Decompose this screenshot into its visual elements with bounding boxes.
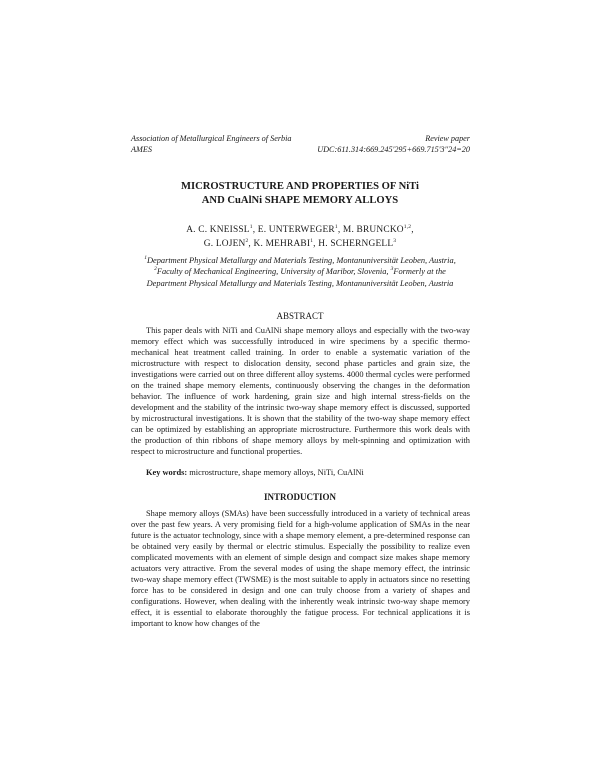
introduction-heading: INTRODUCTION xyxy=(263,492,336,502)
keywords xyxy=(146,467,364,478)
author-affil-mark: 1,2 xyxy=(403,223,412,230)
author-affil-mark: 3 xyxy=(393,237,397,244)
paper-title xyxy=(0,180,600,208)
journal-abbrev: AMES xyxy=(131,145,152,154)
author-name: M. BRUNCKO xyxy=(342,225,404,235)
affil-mark: 1 xyxy=(144,255,147,262)
affiliations xyxy=(140,255,460,289)
author-line-2: G. LOJEN$^2$, K. MEHRABI$^1$, H. SCHERNGELL$^3$ xyxy=(203,237,397,249)
author-affil-mark: 2 xyxy=(245,237,249,244)
keywords-label: Key words: xyxy=(146,468,188,477)
affil-mark: 2 xyxy=(154,266,157,273)
journal-header xyxy=(131,133,291,155)
abstract-paragraph: This paper deals with NiTi and CuAlNi shape memory alloys and especially with the two-way memory effect which was successfully introduced in wire specimens by a specific thermo-mechanical heat treatment called training. In order to enable a systematic variation of the microstructure with respect to dislocation density, second phase particles and grain size, the investigations were carried out on three different alloy systems. 4000 thermal cycles were performed on the trained shape memory elements, continuously observing the changes in the deformation behavior. The influence of work hardening, grain size and high internal stress-fields on the development and the stability of the intrinsic two-way shape memory effect is discussed, supported by microstructural investigations. It is shown that the stability of the two-way shape memory effect can be optimized by establishing an appropriate microstructure. Furthermore this work deals with the production of thin ribbons of shape memory alloys by melt-spinning and optimization with respect to microstructure and functional properties. xyxy=(131,326,470,456)
abstract-heading: ABSTRACT xyxy=(276,311,324,321)
paper-type-header xyxy=(317,133,470,155)
introduction-paragraph: Shape memory alloys (SMAs) have been successfully introduced in a variety of technical areas over the past few years. A very promising field for a high-volume application of SMAs in the near future is the actuator technology, since with a shape memory element, a pre-determined response can be obtained very easily by thermal or electric stimulus. Especially the possibility to realize even complicated movements with an element of simple design and compact size makes shape memory actuators very attractive. From the several modes of using the shape memory effect, the intrinsic two-way shape memory effect (TWSME) is the most suitable to apply in actuators since no resetting force has to be considered in design and one can truly choose from a variety of shapes and configurations. However, when dealing with the inherently weak intrinsic two-way shape memory effect, it is essential to elaborate thoroughly the fatigue process. For technical applications it is important to know how changes of the xyxy=(131,509,470,628)
title-line-2: AND CuAlNi SHAPE MEMORY ALLOYS xyxy=(201,195,399,206)
paper-type: Review paper xyxy=(425,134,470,143)
author-name: H. SCHERNGELL xyxy=(318,238,394,249)
affiliation-2: Faculty of Mechanical Engineering, University of Maribor, Slovenia, xyxy=(156,267,389,277)
title-line-1: MICROSTRUCTURE AND PROPERTIES OF NiTi xyxy=(180,181,420,192)
affiliation-1: Department Physical Metallurgy and Materials Testing, Montanuniversität Leoben, Austria, xyxy=(146,256,456,265)
abstract-body xyxy=(131,325,470,457)
author-name: G. LOJEN xyxy=(203,238,246,249)
affil-mark: 3 xyxy=(390,266,394,273)
affiliation-3: Formerly at the Department Physical Metallurgy and Materials Testing, Montanuniversität Leoben, Austria xyxy=(146,267,454,288)
author-name: A. C. KNEISSL xyxy=(186,225,250,235)
author-affil-mark: 1 xyxy=(249,223,253,230)
author-list xyxy=(0,224,600,251)
journal-name: Association of Metallurgical Engineers of Serbia xyxy=(131,134,292,143)
author-affil-mark: 1 xyxy=(334,223,338,230)
udc-code: UDC:611.314:669.245'295+669.715'3''24=20 xyxy=(317,145,470,154)
author-affil-mark: 1 xyxy=(310,237,314,244)
author-name: E. UNTERWEGER xyxy=(257,225,335,235)
author-name: K. MEHRABI xyxy=(253,238,311,249)
keywords-text: microstructure, shape memory alloys, NiTi, CuAlNi xyxy=(189,468,364,477)
author-line-1: A. C. KNEISSL$^1$, E. UNTERWEGER$^1$, M. BRUNCKO$^{1,2}$, xyxy=(186,223,414,235)
introduction-body xyxy=(131,508,470,629)
